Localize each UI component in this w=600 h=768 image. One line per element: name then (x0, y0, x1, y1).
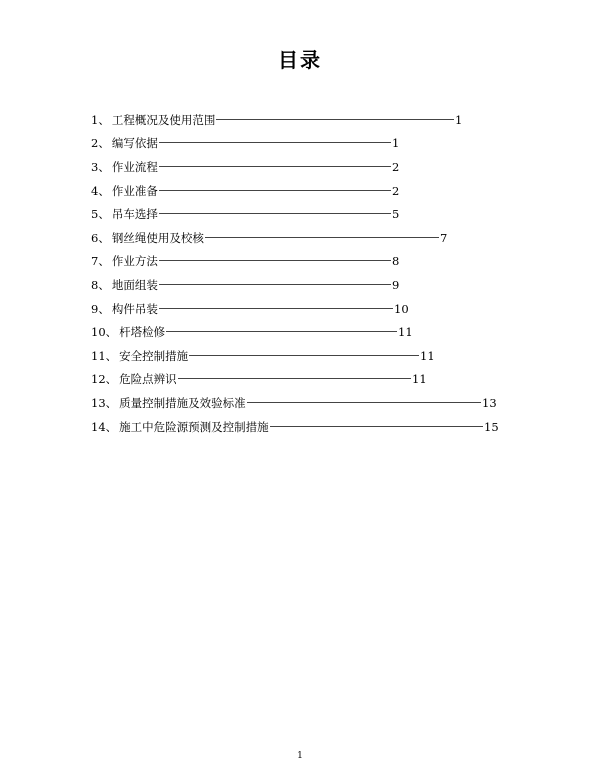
toc-entry-title: 构件吊装 (111, 301, 158, 316)
toc-entry-title: 作业准备 (111, 183, 158, 198)
toc-entry-page: 11 (420, 348, 435, 363)
toc-entry[interactable] (91, 202, 511, 226)
toc-entry-number: 11 (91, 348, 106, 363)
toc-entry-number: 4 (91, 183, 99, 198)
toc-leader-dashes (159, 307, 393, 309)
toc-entry[interactable] (91, 415, 511, 439)
toc-entry-separator: 、 (105, 325, 118, 340)
page-number: 1 (297, 751, 303, 761)
toc-entry-number: 6 (91, 230, 99, 245)
toc-entry-title: 作业方法 (111, 254, 158, 269)
toc-entry-page: 2 (392, 183, 400, 198)
toc-entry-title: 工程概况及使用范围 (111, 112, 216, 127)
toc-entry-page: 13 (482, 395, 497, 410)
toc-entry-page: 15 (484, 419, 499, 434)
toc-entry[interactable] (91, 344, 511, 368)
toc-entry-separator: 、 (98, 301, 110, 316)
toc-entry-title: 吊车选择 (111, 207, 158, 222)
toc-entry[interactable] (91, 250, 511, 274)
toc-entry-separator: 、 (98, 183, 110, 198)
toc-entry-title: 杆塔检修 (119, 325, 166, 340)
toc-leader-dashes (159, 165, 391, 167)
toc-entry[interactable] (91, 368, 511, 392)
toc-leader-dashes (159, 212, 391, 214)
toc-entry-page: 2 (392, 159, 400, 174)
toc-entry-number: 9 (91, 301, 99, 316)
toc-entry-title: 钢丝绳使用及校核 (111, 230, 204, 245)
toc-entry[interactable] (91, 179, 511, 203)
toc-entry-separator: 、 (98, 136, 110, 151)
toc-leader-dashes (159, 141, 391, 143)
toc-entry-number: 7 (91, 254, 99, 269)
toc-entry-number: 5 (91, 207, 99, 222)
toc-entry-title: 危险点辨识 (119, 372, 177, 387)
toc-entry-separator: 、 (105, 395, 118, 410)
toc-entry-separator: 、 (98, 207, 110, 222)
toc-entry-page: 11 (412, 372, 427, 387)
toc-entry-page: 5 (392, 207, 400, 222)
toc-entry-page: 10 (394, 301, 409, 316)
toc-entry-number: 12 (91, 372, 106, 387)
toc-entry[interactable] (91, 155, 511, 179)
toc-entry-title: 地面组装 (111, 277, 158, 292)
toc-entry-page: 7 (440, 230, 448, 245)
toc-entry[interactable] (91, 391, 511, 415)
toc-entry-page: 1 (455, 112, 463, 127)
toc-entry[interactable] (91, 297, 511, 321)
toc-entry-separator: 、 (98, 159, 110, 174)
page-title: 目录 (278, 48, 322, 72)
toc-entry-title: 质量控制措施及效验标准 (119, 395, 246, 410)
toc-leader-dashes (270, 425, 483, 427)
toc-entry[interactable] (91, 320, 511, 344)
toc-entry-separator: 、 (105, 419, 118, 434)
toc-entry-separator: 、 (105, 348, 118, 363)
toc-entry-page: 8 (392, 254, 400, 269)
toc-entry[interactable] (91, 226, 511, 250)
toc-entry-separator: 、 (98, 112, 110, 127)
toc-leader-dashes (189, 354, 419, 356)
toc-entry-separator: 、 (105, 372, 118, 387)
toc-entry-separator: 、 (98, 254, 110, 269)
toc-entry-title: 施工中危险源预测及控制措施 (119, 419, 269, 434)
toc-entry-number: 3 (91, 159, 99, 174)
toc-leader-dashes (247, 401, 481, 403)
toc-leader-dashes (166, 330, 397, 332)
toc-leader-dashes (159, 259, 391, 261)
toc-entry-page: 11 (398, 325, 413, 340)
toc-entry-number: 8 (91, 277, 99, 292)
toc-leader-dashes (159, 283, 391, 285)
toc-entry-page: 1 (392, 136, 400, 151)
toc-entry-separator: 、 (98, 277, 110, 292)
toc-entry-title: 安全控制措施 (119, 348, 189, 363)
toc-entry[interactable] (91, 273, 511, 297)
toc-entry-number: 13 (91, 395, 106, 410)
toc-entry-title: 编写依据 (111, 136, 158, 151)
toc-entry-number: 1 (91, 112, 99, 127)
toc-leader-dashes (159, 189, 391, 191)
toc-leader-dashes (178, 377, 411, 379)
toc-leader-dashes (216, 118, 454, 120)
toc-entry-number: 14 (91, 419, 106, 434)
toc-entry-title: 作业流程 (111, 159, 158, 174)
toc-entry-number: 10 (91, 325, 106, 340)
toc-entry-page: 9 (392, 277, 400, 292)
toc-entry[interactable] (91, 108, 511, 132)
toc-entry[interactable] (91, 132, 511, 156)
toc-entry-separator: 、 (98, 230, 110, 245)
table-of-contents (91, 108, 511, 438)
toc-entry-number: 2 (91, 136, 99, 151)
toc-leader-dashes (205, 236, 439, 238)
